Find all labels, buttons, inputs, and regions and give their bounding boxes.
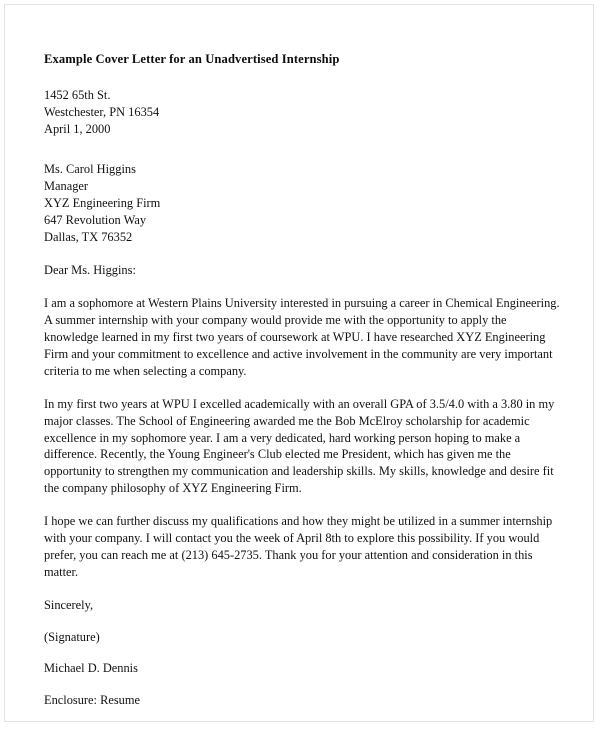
salutation: Dear Ms. Higgins: xyxy=(44,263,136,278)
sender-address-line: 1452 65th St. xyxy=(44,88,111,102)
spacer xyxy=(44,137,562,161)
recipient-address-line: Ms. Carol Higgins xyxy=(44,162,136,177)
spacer xyxy=(44,380,562,396)
signature-placeholder: (Signature) xyxy=(44,629,100,644)
sender-address-line: Westchester, PN 16354 xyxy=(44,104,160,119)
sender-address-block xyxy=(44,87,562,137)
recipient-address-line: Dallas, TX 76352 xyxy=(44,229,133,244)
body-paragraph: I am a sophomore at Western Plains University interested in pursuing a career in Chemical Engineering. A summer internship with your company would provide me with the opportunity to apply the knowledge learned in my first two years of coursework at WPU. I have researched XYZ Engineering Firm and your commitment to excellence and active involvement in the community are very important criteria to me when selecting a company. xyxy=(44,296,560,378)
spacer xyxy=(44,497,562,513)
closing-salutation: Sincerely, xyxy=(44,597,94,612)
recipient-address-line: Manager xyxy=(44,179,89,194)
body-paragraph: I hope we can further discuss my qualifications and how they might be utilized in a summer internship with your company. I will contact you the week of April 8th to explore this possibility. If you would prefer, you can reach me at (213) 645-2735. Thank you for your attention and consideration in this matter. xyxy=(44,514,553,579)
signer-name: Michael D. Dennis xyxy=(44,661,138,676)
letter-title: Example Cover Letter for an Unadvertised Internship xyxy=(44,52,340,66)
spacer xyxy=(44,677,562,692)
sender-address-line: April 1, 2000 xyxy=(44,121,111,136)
recipient-address-line: XYZ Engineering Firm xyxy=(44,195,161,210)
body-paragraph: In my first two years at WPU I excelled academically with an overall GPA of 3.5/4.0 with a 3.80 in my major classes. The School of Engineering awarded me the Bob McElroy scholarship for academic excellence in my sophomore year. I am a very dedicated, hard working person hoping to make a difference. Recently, the Young Engineer's Club elected me President, which has given me the opportunity to strengthen my communication and leadership skills. My skills, knowledge and desire fit the company philosophy of XYZ Engineering Firm. xyxy=(44,396,555,496)
recipient-address-block xyxy=(44,161,562,245)
letter-body xyxy=(44,51,562,709)
spacer xyxy=(44,245,562,262)
recipient-address-line: 647 Revolution Way xyxy=(44,212,147,227)
spacer xyxy=(44,614,562,629)
spacer xyxy=(44,279,562,295)
document-page xyxy=(4,4,594,722)
spacer xyxy=(44,645,562,660)
enclosure-note: Enclosure: Resume xyxy=(44,693,141,708)
spacer xyxy=(44,581,562,597)
